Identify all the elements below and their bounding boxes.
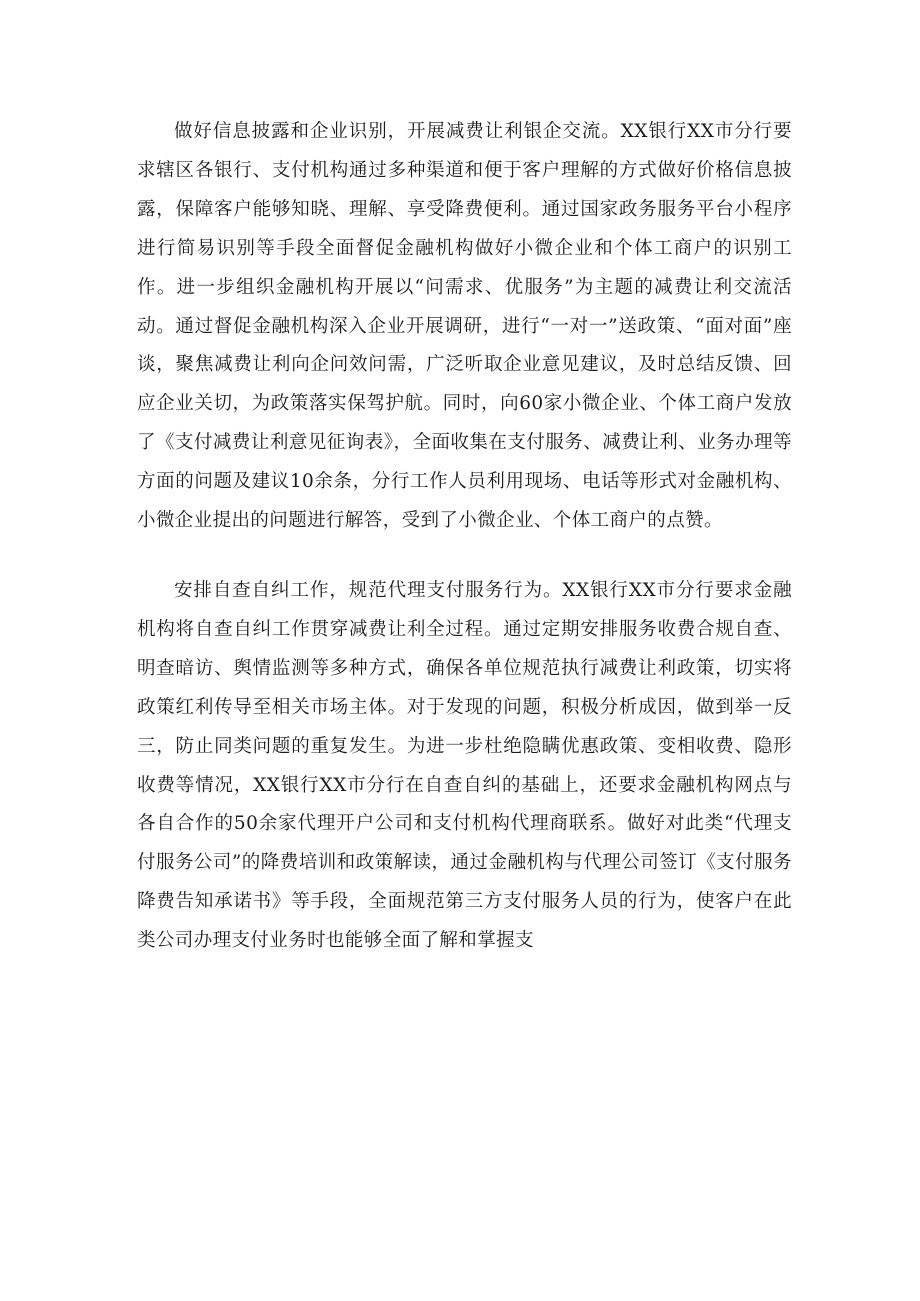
document-page xyxy=(137,113,792,961)
paragraph-self-inspection: 安排自查自纠工作，规范代理支付服务行为。XX银行XX市分行要求金融机构将自查自纠工作贯穿减费让利全过程。通过定期安排服务收费合规自查、明查暗访、舆情监测等多种方式，确保各单位规范执行减费让利政策，切实将政策红利传导至相关市场主体。对于发现的问题，积极分析成因，做到举一反三，防止同类问题的重复发生。为进一步杜绝隐瞒优惠政策、变相收费、隐形收费等情况，XX银行XX市分行在自查自纠的基础上，还要求金融机构网点与各自合作的50余家代理开户公司和支付机构代理商联系。做好对此类“代理支付服务公司”的降费培训和政策解读，通过金融机构与代理公司签订《支付服务降费告知承诺书》等手段，全面规范第三方支付服务人员的行为，使客户在此类公司办理支付业务时也能够全面了解和掌握支 xyxy=(137,579,792,952)
paragraph-info-disclosure: 做好信息披露和企业识别，开展减费让利银企交流。XX银行XX市分行要求辖区各银行、支付机构通过多种渠道和便于客户理解的方式做好价格信息披露，保障客户能够知晓、理解、享受降费便利。通过国家政务服务平台小程序进行简易识别等手段全面督促金融机构做好小微企业和个体工商户的识别工作。进一步组织金融机构开展以“问需求、优服务”为主题的减费让利交流活动。通过督促金融机构深入企业开展调研，进行“一对一”送政策、“面对面”座谈，聚焦减费让利向企问效问需，广泛听取企业意见建议，及时总结反馈、回应企业关切，为政策落实保驾护航。同时，向60家小微企业、个体工商户发放了《支付减费让利意见征询表》，全面收集在支付服务、减费让利、业务办理等方面的问题及建议10余条，分行工作人员利用现场、电话等形式对金融机构、小微企业提出的问题进行解答，受到了小微企业、个体工商户的点赞。 xyxy=(137,121,792,532)
